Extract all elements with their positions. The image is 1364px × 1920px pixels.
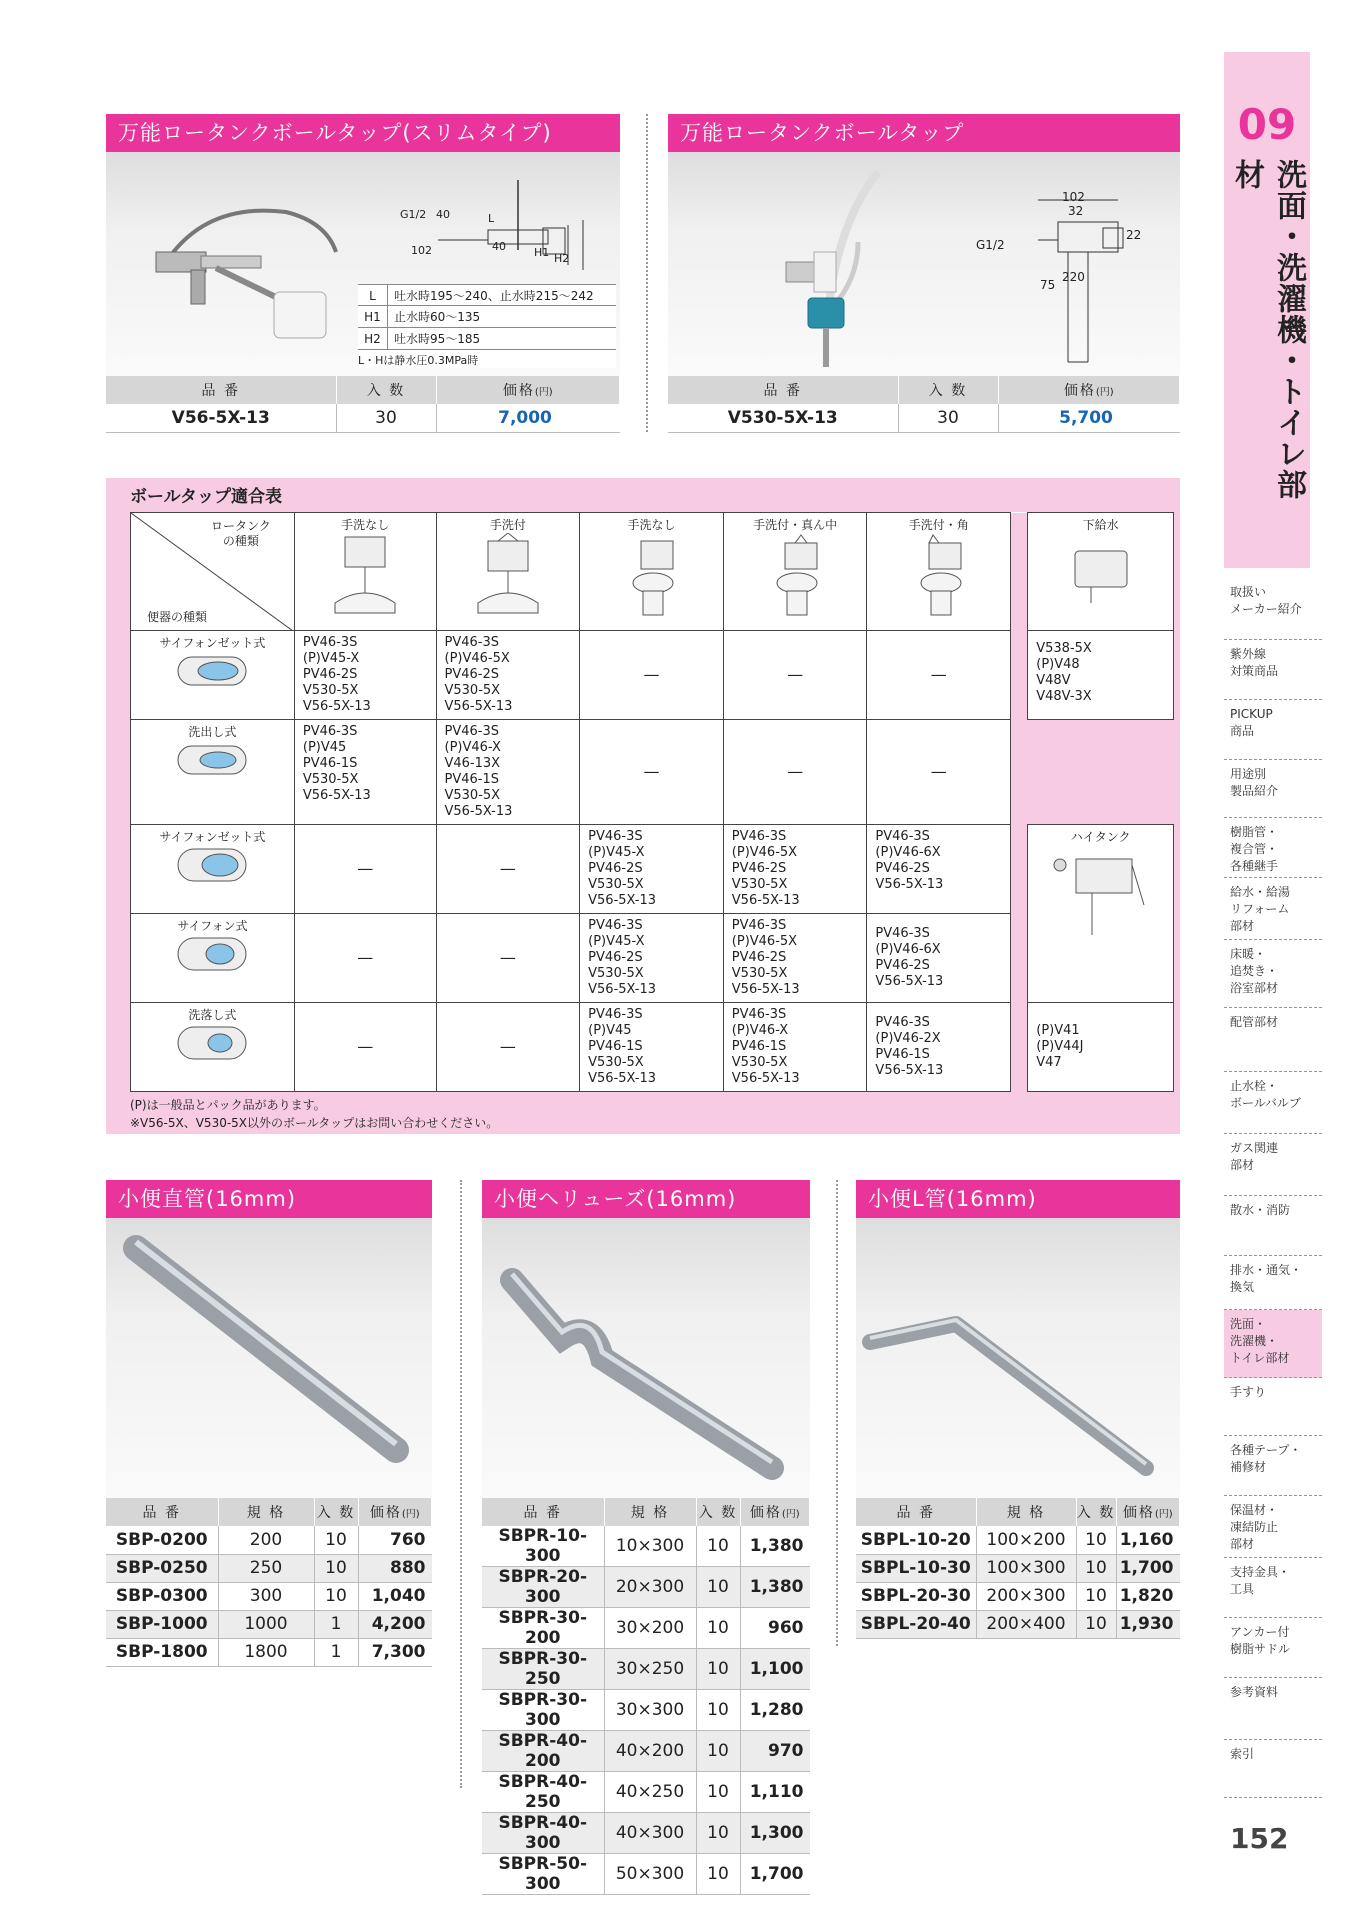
compat-title: ボールタップ適合表 (130, 487, 282, 507)
compat-section (106, 478, 1180, 1134)
dim-40a: 40 (436, 208, 450, 221)
dim-220: 220 (1062, 270, 1085, 284)
header-price: 価格(円) (436, 376, 620, 404)
table-row: V56-5X-13 30 7,000 (106, 404, 620, 432)
low-tank-urinal-icon (325, 533, 405, 621)
table-row: SBP-0300 300 10 1,040 (106, 1582, 432, 1610)
product-section-l-pipe (856, 1180, 1180, 1639)
col-header: 手洗付・真ん中 (723, 513, 867, 631)
dim-22: 22 (1126, 228, 1142, 242)
page-number: 152 (1230, 1822, 1289, 1855)
dim-H1: H1 (534, 246, 550, 259)
divider (460, 1180, 462, 1788)
divider (646, 114, 648, 432)
sidebar-item[interactable]: 参考資料 (1224, 1678, 1322, 1740)
sidebar-item[interactable]: 各種テープ・ 補修材 (1224, 1436, 1322, 1496)
sidebar-item[interactable]: 洗面・ 洗濯機・ トイレ部材 (1224, 1310, 1322, 1378)
sidebar-item[interactable]: 配管部材 (1224, 1008, 1322, 1072)
table-row: SBPR-40-300 40×300 10 1,300 (482, 1813, 810, 1854)
sidebar-item[interactable]: アンカー付 樹脂サドル (1224, 1618, 1322, 1678)
compat-table (130, 512, 1174, 1092)
chapter-number: 09 (1237, 100, 1297, 149)
product-photo-area (106, 152, 620, 376)
table-row: SBPR-30-200 30×200 10 960 (482, 1608, 810, 1649)
dim-L: L (488, 212, 495, 225)
low-tank-urinal-hand-icon (468, 533, 548, 621)
compat-row: 洗出し式 PV46-3S (P)V45 PV46-1S V530-5X V56-5X-13 PV46-3S (P)V46-X V46-13X PV46-1S V530-5X V56-5X-13 — — — (131, 720, 1174, 825)
table-row: SBPL-20-30 200×300 10 1,820 (856, 1582, 1180, 1610)
price-table: 品 番 規 格 入 数 価格(円) SBPL-10-20 100×200 10 1,160 SBPL-10-30 100×300 10 1,700 SBPL-20-30 200×300 10 1,820 SBPL-20-40 200×400 10 1,930 (856, 1498, 1180, 1639)
dim-75: 75 (1040, 278, 1056, 292)
l-pipe-photo (856, 1218, 1180, 1498)
sidebar-item[interactable]: 散水・消防 (1224, 1196, 1322, 1256)
header-price: 価格(円) (998, 376, 1180, 404)
table-row: SBP-1000 1000 1 4,200 (106, 1610, 432, 1638)
sidebar-item[interactable]: 用途別 製品紹介 (1224, 760, 1322, 818)
section-title: 小便直管(16mm) (106, 1180, 432, 1218)
high-tank-list: (P)V41 (P)V44J V47 (1028, 1003, 1174, 1092)
table-row: SBPR-20-300 20×300 10 1,380 (482, 1567, 810, 1608)
compat-note: ※V56-5X、V530-5X以外のボールタップはお問い合わせください。 (130, 1116, 499, 1130)
offset-pipe-photo (482, 1218, 810, 1498)
price-table: 品 番 規 格 入 数 価格(円) SBPR-10-300 10×300 10 1,380 SBPR-20-300 20×300 10 1,380 SBPR-30-200 30×200 10 960 SBPR-30-250 30×250 10 1,100 SBPR-30-300 30×300 10 1,280 SBPR-40-200 40×200 10 970 SBPR-40-250 40×250 10 1,110 SBPR-40-300 40×300 10 1,300 SBPR-50-300 50×300 10 1,700 (482, 1498, 810, 1895)
table-row: SBPL-20-40 200×400 10 1,930 (856, 1610, 1180, 1638)
header-code: 品 番 (668, 376, 898, 404)
table-row: SBPR-40-200 40×200 10 970 (482, 1731, 810, 1772)
straight-pipe-photo (106, 1218, 432, 1498)
chapter-title: 洗面・洗濯機・トイレ部材 (1229, 159, 1306, 500)
price-table (106, 376, 620, 433)
toilet-hand-center-icon (755, 533, 835, 621)
side-col-header: 下給水 (1028, 513, 1174, 631)
table-row: SBPL-10-20 100×200 10 1,160 (856, 1526, 1180, 1554)
product-photo-area (668, 152, 1180, 376)
table-row: SBP-1800 1800 1 7,300 (106, 1638, 432, 1666)
price-table (668, 376, 1180, 433)
sidebar-item[interactable]: 床暖・ 追焚き・ 浴室部材 (1224, 940, 1322, 1008)
table-row: V530-5X-13 30 5,700 (668, 404, 1180, 432)
dim-40b: 40 (492, 240, 506, 253)
sidebar-item[interactable]: 支持金具・ 工具 (1224, 1558, 1322, 1618)
compat-row: 洗落し式 — — PV46-3S (P)V45 PV46-1S V530-5X V56-5X-13 PV46-3S (P)V46-X PV46-1S V530-5X V56-5X-13 PV46-3S (P)V46-2X PV46-1S V56-5X-13 (P)V41 (P)V44J V47 (131, 1003, 1174, 1092)
dim-102: 102 (411, 244, 432, 257)
sidebar-item[interactable]: ガス関連 部材 (1224, 1134, 1322, 1196)
section-title: 万能ロータンクボールタップ (668, 114, 1180, 152)
high-tank-icon (1046, 845, 1156, 935)
bottom-feed-tank-icon (1061, 533, 1141, 613)
table-row: SBPR-30-250 30×250 10 1,100 (482, 1649, 810, 1690)
table-row: SBP-0200 200 10 760 (106, 1526, 432, 1554)
dim-102: 102 (1062, 190, 1085, 204)
sidebar-item[interactable]: 取扱い メーカー紹介 (1224, 578, 1322, 640)
spec-mini-table (358, 284, 616, 368)
spec-row: H2 吐水時95～185 (358, 328, 616, 350)
corner-cell: ロータンク の種類 便器の種類 (131, 513, 295, 631)
bottom-feed-list: V538-5X (P)V48 V48V V48V-3X (1028, 631, 1174, 720)
washdown-bowl-icon (172, 1023, 252, 1063)
ball-tap-slim-image (146, 182, 346, 352)
col-header: 手洗なし (294, 513, 436, 631)
header-qty: 入 数 (336, 376, 436, 404)
col-header: 手洗なし (580, 513, 724, 631)
toilet-no-hand-icon (611, 533, 691, 621)
section-title: 小便ヘリューズ(16mm) (482, 1180, 810, 1218)
sidebar-item[interactable]: 手すり (1224, 1378, 1322, 1436)
sidebar-item[interactable]: 給水・給湯 リフォーム 部材 (1224, 878, 1322, 940)
sidebar-item[interactable]: 排水・通気・ 換気 (1224, 1256, 1322, 1310)
table-row: SBPR-40-250 40×250 10 1,110 (482, 1772, 810, 1813)
table-row: SBPR-10-300 10×300 10 1,380 (482, 1526, 810, 1567)
sidebar-item[interactable]: 止水栓・ ボールバルブ (1224, 1072, 1322, 1134)
header-code: 品 番 (106, 376, 336, 404)
compat-note: (P)は一般品とパック品があります。 (130, 1098, 326, 1112)
dim-g12: G1/2 (976, 238, 1005, 252)
sidebar-item[interactable]: 索引 (1224, 1740, 1322, 1798)
ball-tap-image (768, 162, 908, 372)
sidebar-item[interactable]: 紫外線 対策商品 (1224, 640, 1322, 700)
header-qty: 入 数 (898, 376, 998, 404)
dim-g12: G1/2 (400, 208, 427, 221)
sidebar-item[interactable]: 保温材・ 凍結防止 部材 (1224, 1496, 1322, 1558)
product-section-straight-pipe (106, 1180, 432, 1667)
high-tank-cell: ハイタンク (1028, 825, 1174, 1003)
product-section-offset-pipe (482, 1180, 810, 1895)
washout-bowl-icon (172, 740, 252, 780)
sidebar-item[interactable]: 樹脂管・ 複合管・ 各種継手 (1224, 818, 1322, 878)
straight-pipe-image (106, 1218, 432, 1498)
spec-row: L 吐水時195～240、止水時215～242 (358, 284, 616, 306)
chapter-tab (1224, 52, 1310, 568)
spec-note: L・Hは静水圧0.3MPa時 (358, 354, 479, 367)
siphon-jet-bowl-icon (172, 845, 252, 885)
product-section-slim-balltap (106, 114, 620, 433)
toilet-hand-corner-icon (899, 533, 979, 621)
siphon-bowl-icon (172, 934, 252, 974)
table-row: SBP-0250 250 10 880 (106, 1554, 432, 1582)
section-title: 万能ロータンクボールタップ(スリムタイプ) (106, 114, 620, 152)
dim-32: 32 (1068, 204, 1084, 218)
table-row: SBPR-50-300 50×300 10 1,700 (482, 1854, 810, 1895)
offset-pipe-image (482, 1218, 810, 1498)
table-row: SBPL-10-30 100×300 10 1,700 (856, 1554, 1180, 1582)
product-section-balltap (668, 114, 1180, 433)
divider (836, 1180, 838, 1646)
col-header: 手洗付 (436, 513, 580, 631)
section-title: 小便L管(16mm) (856, 1180, 1180, 1218)
sidebar-item[interactable]: PICKUP 商品 (1224, 700, 1322, 760)
compat-row: サイフォンゼット式 PV46-3S (P)V45-X PV46-2S V530-5X V56-5X-13 PV46-3S (P)V46-5X PV46-2S V530-5X V56-5X-13 — — — V538-5X (P)V48 V48V V48V-3X (131, 631, 1174, 720)
spec-row: H1 止水時60～135 (358, 306, 616, 328)
table-row: SBPR-30-300 30×300 10 1,280 (482, 1690, 810, 1731)
compat-row: サイフォンゼット式 — — PV46-3S (P)V45-X PV46-2S V530-5X V56-5X-13 PV46-3S (P)V46-5X PV46-2S V530-5X V56-5X-13 PV46-3S (P)V46-6X PV46-2S V56-5X-13 ハイタンク (131, 825, 1174, 914)
l-pipe-image (856, 1218, 1180, 1498)
siphon-jet-bowl-icon (172, 651, 252, 691)
dim-H2: H2 (554, 252, 570, 265)
compat-row: サイフォン式 — — PV46-3S (P)V45-X PV46-2S V530-5X V56-5X-13 PV46-3S (P)V46-5X PV46-2S V530-5X V56-5X-13 PV46-3S (P)V46-6X PV46-2S V56-5X-13 (131, 914, 1174, 1003)
col-header: 手洗付・角 (867, 513, 1011, 631)
price-table: 品 番 規 格 入 数 価格(円) SBP-0200 200 10 760 SBP-0250 250 10 880 SBP-0300 300 10 1,040 SBP-1000 1000 1 4,200 SBP-1800 1800 1 7,300 (106, 1498, 432, 1667)
